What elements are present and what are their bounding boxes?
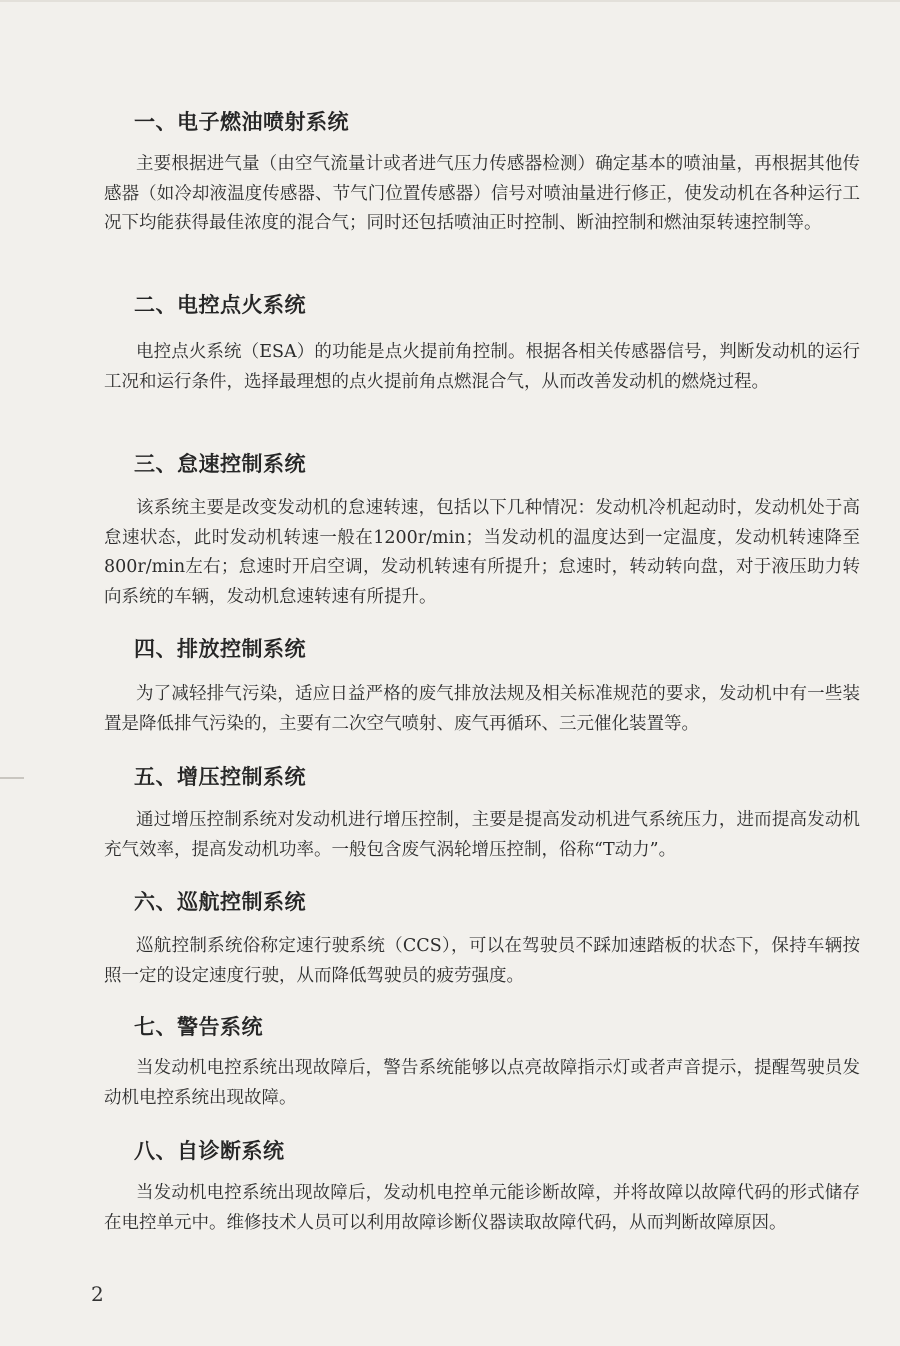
- top-edge: [0, 0, 900, 2]
- section-heading-5: 五、增压控制系统: [134, 765, 306, 789]
- section-body-2: 电控点火系统（ESA）的功能是点火提前角控制。根据各相关传感器信号，判断发动机的运行工况和运行条件，选择最理想的点火提前角点燃混合气，从而改善发动机的燃烧过程。: [104, 342, 860, 392]
- section-body-1: 主要根据进气量（由空气流量计或者进气压力传感器检测）确定基本的喷油量，再根据其他传感器（如冷却液温度传感器、节气门位置传感器）信号对喷油量进行修正，使发动机在各种运行工况下均能获得最佳浓度的混合气；同时还包括喷油正时控制、断油控制和燃油泵转速控制等。: [104, 154, 860, 233]
- edge-mark: [0, 777, 24, 779]
- section-body-5: 通过增压控制系统对发动机进行增压控制，主要是提高发动机进气系统压力，进而提高发动机充气效率，提高发动机功率。一般包含废气涡轮增压控制，俗称“T动力”。: [104, 810, 860, 860]
- section-body-7: 当发动机电控系统出现故障后，警告系统能够以点亮故障指示灯或者声音提示，提醒驾驶员发动机电控系统出现故障。: [104, 1058, 860, 1108]
- section-heading-1: 一、电子燃油喷射系统: [134, 110, 349, 134]
- section-body-8: 当发动机电控系统出现故障后，发动机电控单元能诊断故障，并将故障以故障代码的形式储存在电控单元中。维修技术人员可以利用故障诊断仪器读取故障代码，从而判断故障原因。: [104, 1183, 860, 1233]
- section-body-6: 巡航控制系统俗称定速行驶系统（CCS），可以在驾驶员不踩加速踏板的状态下，保持车辆按照一定的设定速度行驶，从而降低驾驶员的疲劳强度。: [104, 936, 860, 986]
- section-body-4: 为了减轻排气污染，适应日益严格的废气排放法规及相关标准规范的要求，发动机中有一些装置是降低排气污染的，主要有二次空气喷射、废气再循环、三元催化装置等。: [104, 684, 860, 734]
- section-heading-4: 四、排放控制系统: [134, 637, 306, 661]
- page-number: 2: [91, 1282, 104, 1306]
- section-heading-2: 二、电控点火系统: [134, 293, 306, 317]
- section-heading-7: 七、警告系统: [134, 1015, 263, 1039]
- section-heading-6: 六、巡航控制系统: [134, 890, 306, 914]
- section-heading-3: 三、怠速控制系统: [134, 452, 306, 476]
- section-heading-8: 八、自诊断系统: [134, 1139, 285, 1163]
- section-body-3: 该系统主要是改变发动机的怠速转速，包括以下几种情况：发动机冷机起动时，发动机处于高怠速状态，此时发动机转速一般在1200r/min；当发动机的温度达到一定温度，发动机转速降至800r/min左右；怠速时开启空调，发动机转速有所提升；怠速时，转动转向盘，对于液压助力转向系统的车辆，发动机怠速转速有所提升。: [104, 498, 860, 607]
